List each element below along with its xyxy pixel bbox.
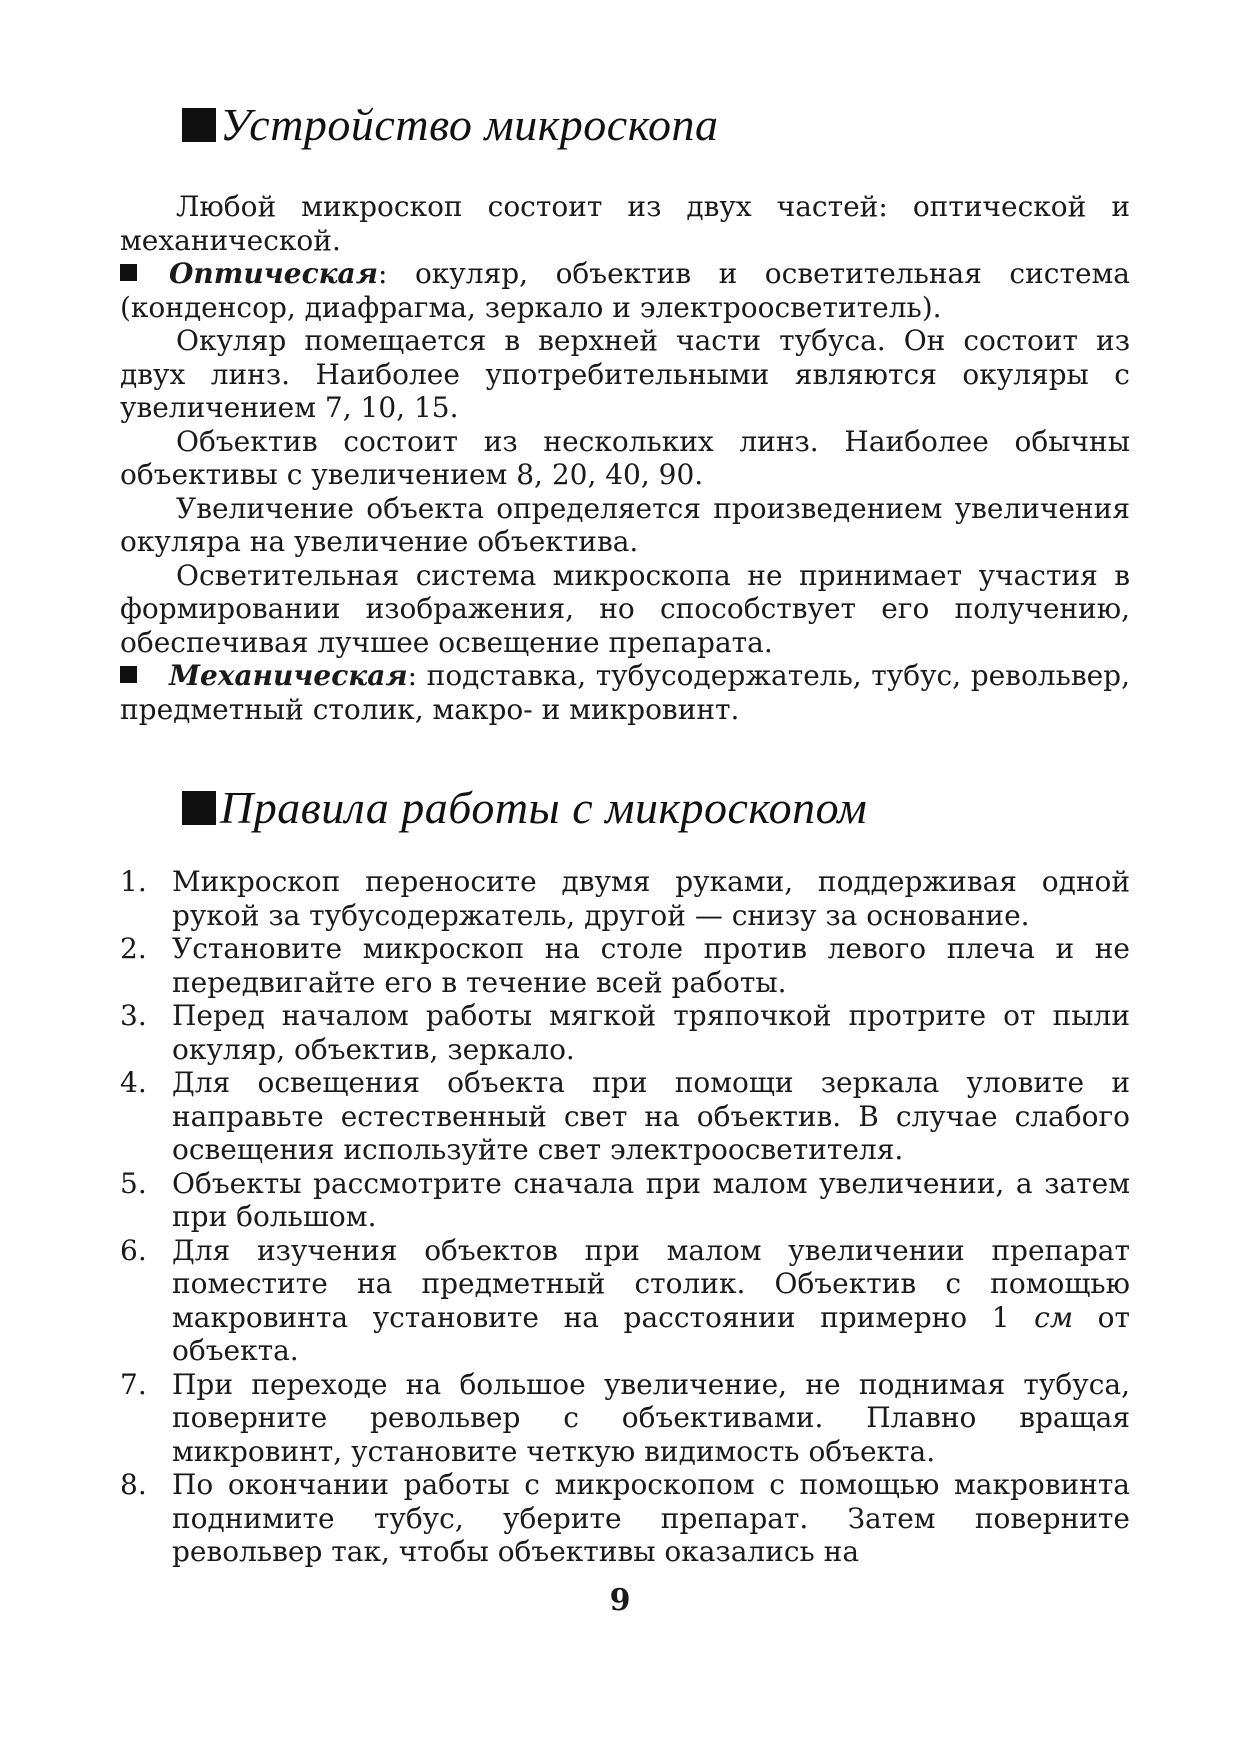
list-item-text: По окончании работы с микроскопом с помощью макровинта поднимите тубус, уберите препарат. Затем поверните револьвер так, чтобы объективы оказались на [172, 1468, 1130, 1568]
list-item [120, 1468, 1130, 1569]
paragraph-lighting: Осветительная система микроскопа не принимает участия в формировании изображения, но способствует его получению, обеспечивая лучшее освещение препарата. [120, 558, 1130, 659]
mechanical-description: : подставка, тубусодержатель, тубус, револьвер, предметный столик, макро- и микровинт. [120, 659, 1130, 726]
list-item-text: Объекты рассмотрите сначала при малом увеличении, а затем при большом. [172, 1166, 1130, 1233]
list-item-number: 7. [120, 1367, 147, 1401]
term-optical: Оптическая [169, 257, 378, 290]
list-item [120, 1368, 1130, 1469]
square-bullet-icon [182, 791, 216, 825]
rules-list [120, 865, 1130, 1569]
list-item-number: 8. [120, 1468, 147, 1501]
list-item-number: 4. [120, 1066, 147, 1099]
list-item [120, 999, 1130, 1066]
list-item-number: 1. [120, 865, 147, 898]
section-heading-text: Устройство микроскопа [220, 99, 719, 150]
section-heading-microscope-structure [182, 99, 719, 150]
paragraph-objective: Объектив состоит из нескольких линз. Наиболее обычны объективы с увеличением 8, 20, 40, 90. [120, 424, 1130, 491]
list-item [120, 1066, 1130, 1167]
list-item-text: Установите микроскоп на столе против левого плеча и не передвигайте его в течение всей работы. [172, 932, 1130, 999]
paragraph-eyepiece: Окуляр помещается в верхней части тубуса. Он состоит из двух линз. Наиболее употребительными являются окуляры с увеличением 7, 10, 15. [120, 324, 1130, 424]
optical-description: : окуляр, объектив и осветительная система (конденсор, диафрагма, зеркало и электроосветитель). [120, 257, 1130, 324]
list-item [120, 932, 1130, 999]
square-bullet-icon [120, 264, 137, 281]
page-number: 9 [609, 1583, 631, 1618]
list-item-text-part: Для изучения объектов при малом увеличении препарат поместите на предметный столик. Объектив с помощью макровинта установите на расстоянии примерно 1 [172, 1233, 1130, 1334]
list-item-number: 5. [120, 1166, 147, 1200]
list-item-number: 6. [120, 1233, 147, 1267]
list-item [120, 1234, 1130, 1368]
list-item-number: 2. [120, 932, 147, 965]
paragraph-optical [120, 257, 1130, 324]
list-item-text: Для освещения объекта при помощи зеркала уловите и направьте естественный свет на объектив. В случае слабого освещения используйте свет электроосветителя. [172, 1066, 1130, 1166]
list-item-number: 3. [120, 999, 147, 1032]
section-heading-text: Правила работы с микроскопом [220, 782, 868, 833]
section-heading-microscope-rules [182, 782, 868, 833]
paragraph-intro: Любой микроскоп состоит из двух частей: оптической и механической. [120, 190, 1130, 257]
square-bullet-icon [120, 666, 137, 683]
list-item-text: Микроскоп переносите двумя руками, поддерживая одной рукой за тубусодержатель, другой — снизу за основание. [172, 865, 1130, 932]
square-bullet-icon [182, 108, 216, 142]
list-item-text: При переходе на большое увеличение, не поднимая тубуса, поверните револьвер с объективами. Плавно вращая микровинт, установите четкую видимость объекта. [172, 1367, 1130, 1468]
list-item-text [172, 1234, 1130, 1368]
microscope-structure-body [120, 190, 1130, 726]
paragraph-magnification: Увеличение объекта определяется произведением увеличения окуляра на увеличение объектива. [120, 491, 1130, 558]
list-item [120, 1167, 1130, 1234]
list-item-text-part: от объекта. [172, 1300, 1131, 1367]
list-item [120, 865, 1130, 932]
list-item-text: Перед началом работы мягкой тряпочкой протрите от пыли окуляр, объектив, зеркало. [172, 999, 1130, 1066]
paragraph-mechanical [120, 659, 1130, 726]
unit-cm: см [1034, 1300, 1074, 1334]
term-mechanical: Механическая [169, 659, 408, 692]
